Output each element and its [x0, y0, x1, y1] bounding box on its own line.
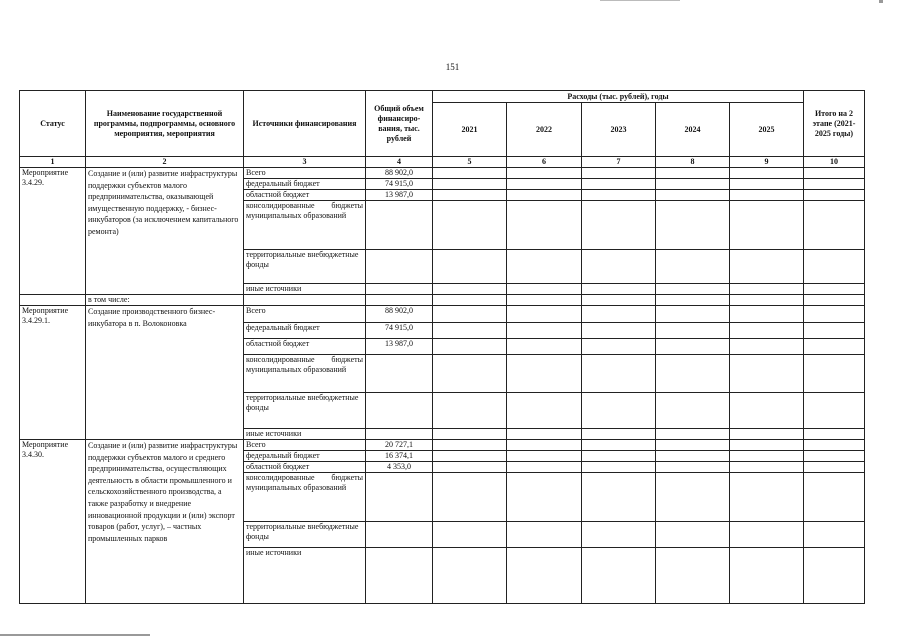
column-number: 8 — [656, 157, 730, 168]
measure-name: Создание производственного бизнес-инкубатора в п. Волоконовка — [86, 306, 244, 440]
source-cell: консолидированные бюджеты муниципальных образований — [244, 355, 366, 393]
total-cell — [366, 393, 433, 429]
column-number: 7 — [582, 157, 656, 168]
total-cell — [366, 201, 433, 250]
total-cell: 20 727,1 — [366, 440, 433, 451]
source-cell: Всего — [244, 440, 366, 451]
scan-header-line — [600, 0, 680, 1]
header-year: 2022 — [507, 103, 582, 157]
total-cell — [366, 284, 433, 295]
source-cell: областной бюджет — [244, 190, 366, 201]
column-number: 10 — [804, 157, 865, 168]
header-year: 2023 — [582, 103, 656, 157]
source-cell: иные источники — [244, 548, 366, 604]
measure-status: Мероприятие 3.4.30. — [20, 440, 86, 604]
header-status: Статус — [20, 91, 86, 157]
header-total-stage: Итого на 2 этапе (2021-2025 годы) — [804, 91, 865, 157]
column-number: 1 — [20, 157, 86, 168]
total-cell — [366, 250, 433, 284]
column-number: 2 — [86, 157, 244, 168]
measure-status: Мероприятие 3.4.29. — [20, 168, 86, 295]
table-row — [20, 306, 865, 323]
source-cell: федеральный бюджет — [244, 323, 366, 339]
source-cell: федеральный бюджет — [244, 179, 366, 190]
total-cell: 88 902,0 — [366, 168, 433, 179]
total-cell — [366, 473, 433, 522]
scan-footer-line — [0, 634, 150, 636]
total-cell — [366, 429, 433, 440]
source-cell: федеральный бюджет — [244, 451, 366, 462]
header-expenses: Расходы (тыс. рублей), годы — [433, 91, 804, 103]
column-number: 3 — [244, 157, 366, 168]
source-cell: областной бюджет — [244, 339, 366, 355]
source-cell: консолидированные бюджеты муниципальных образований — [244, 201, 366, 250]
table-row — [20, 440, 865, 451]
source-cell: территориальные внебюджетные фонды — [244, 393, 366, 429]
source-cell: консолидированные бюджеты муниципальных образований — [244, 473, 366, 522]
column-numbers-row — [20, 157, 865, 168]
measure-status: Мероприятие 3.4.29.1. — [20, 306, 86, 440]
total-cell: 74 915,0 — [366, 323, 433, 339]
total-cell: 13 987,0 — [366, 339, 433, 355]
header-year: 2024 — [656, 103, 730, 157]
page-number: 151 — [445, 62, 460, 72]
column-number: 4 — [366, 157, 433, 168]
column-number: 6 — [507, 157, 582, 168]
total-cell: 13 987,0 — [366, 190, 433, 201]
column-number: 9 — [730, 157, 804, 168]
total-cell: 4 353,0 — [366, 462, 433, 473]
table-row — [20, 168, 865, 179]
source-cell: Всего — [244, 306, 366, 323]
header-total-volume: Общий объем финансиро-вания, тыс. рублей — [366, 91, 433, 157]
source-cell: иные источники — [244, 429, 366, 440]
total-cell: 88 902,0 — [366, 306, 433, 323]
total-cell — [366, 548, 433, 604]
including-label: в том числе: — [86, 295, 244, 306]
header-name: Наименование государственной программы, подпрограммы, основного мероприятия, мероприятия — [86, 91, 244, 157]
measure-name: Создание и (или) развитие инфраструктуры поддержки субъектов малого и среднего предпринимательства, осуществляющих деятельность в области промышленного и сельскохозяйственного производства, а также разработку и внедрение инновационной продукции и (или) экспорт товаров (работ, услуг), – частных промышленных парков — [86, 440, 244, 604]
budget-table — [19, 90, 865, 604]
total-cell — [366, 355, 433, 393]
source-cell: областной бюджет — [244, 462, 366, 473]
total-cell: 74 915,0 — [366, 179, 433, 190]
source-cell: территориальные внебюджетные фонды — [244, 250, 366, 284]
source-cell: территориальные внебюджетные фонды — [244, 522, 366, 548]
header-year: 2025 — [730, 103, 804, 157]
header-sources: Источники финансирования — [244, 91, 366, 157]
column-number: 5 — [433, 157, 507, 168]
total-cell — [366, 522, 433, 548]
source-cell: Всего — [244, 168, 366, 179]
header-year: 2021 — [433, 103, 507, 157]
table-row — [20, 295, 865, 306]
total-cell: 16 374,1 — [366, 451, 433, 462]
scan-header-mark — [879, 0, 883, 3]
source-cell: иные источники — [244, 284, 366, 295]
measure-name: Создание и (или) развитие инфраструктуры поддержки субъектов малого предпринимательства, оказывающей имущественную поддержку, - бизнес-инкубаторов (за исключением капитального ремонта) — [86, 168, 244, 295]
